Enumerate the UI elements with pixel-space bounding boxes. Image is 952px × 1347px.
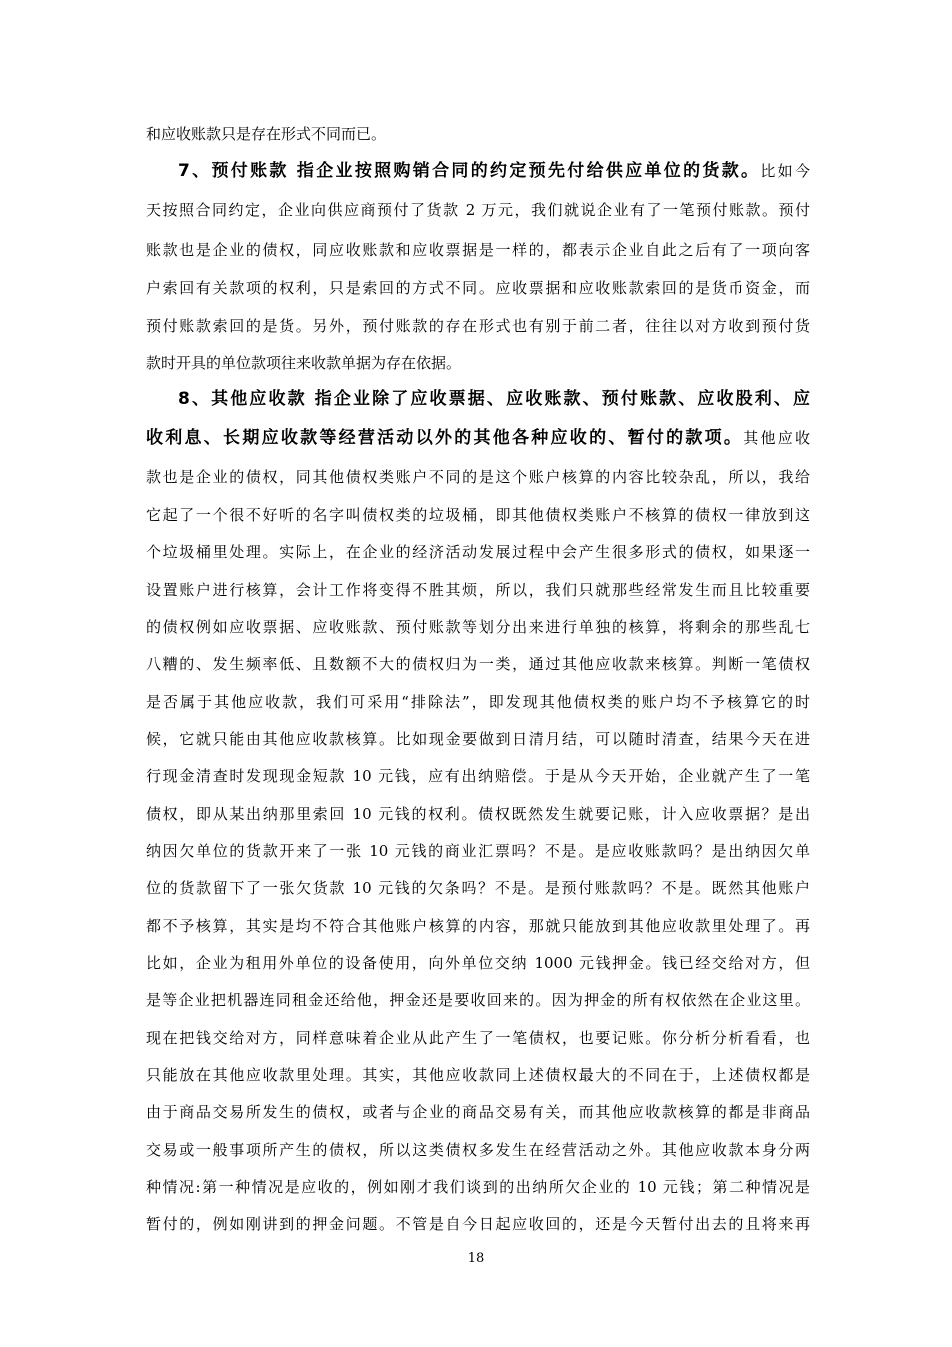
text-line: 比如，企业为租用外单位的设备使用，向外单位交纳 1000 元钱押金。钱已经交给对方，但 [146, 954, 810, 972]
text-line: 账款也是企业的债权，同应收账款和应收票据是一样的，都表示企业自此之后有了一项向客 [146, 241, 810, 259]
text-line: 设置账户进行核算，会计工作将变得不胜其烦，所以，我们只就那些经常发生而且比较重要 [146, 581, 810, 599]
text-line: 预付账款索回的是货。另外，预付账款的存在形式也有别于前二者，往往以对方收到预付货 [146, 317, 810, 335]
text-line: 天按照合同约定，企业向供应商预付了货款 2 万元，我们就说企业有了一笔预付账款。预付 [146, 201, 810, 219]
heading-line: 7、预付账款 指企业按照购销合同的约定预先付给供应单位的货款。比如今 [178, 161, 810, 181]
text-line: 由于商品交易所发生的债权，或者与企业的商品交易有关，而其他应收款核算的都是非商品 [146, 1103, 810, 1121]
text-line: 现在把钱交给对方，同样意味着企业从此产生了一笔债权，也要记账。你分析分析看看，也 [146, 1029, 810, 1047]
text-line: 款时开具的单位款项往来收款单据为存在依据。 [146, 354, 462, 372]
text-line: 都不予核算，其实是均不符合其他账户核算的内容，那就只能放到其他应收款里处理了。再 [146, 917, 810, 935]
text-line: 只能放在其他应收款里处理。其实，其他应收款同上述债权最大的不同在于，上述债权都是 [146, 1066, 810, 1084]
text-line: 债权，即从某出纳那里索回 10 元钱的权利。债权既然发生就要记账，计入应收票据？是出 [146, 805, 810, 823]
section-heading-8: 8、其他应收款 指企业除了应收票据、应收账款、预付账款、应收股利、应 [178, 389, 810, 409]
section-heading-8-cont: 收利息、长期应收款等经营活动以外的其他各种应收的、暂付的款项。 [146, 428, 744, 448]
text-line: 是否属于其他应收款，我们可采用“排除法”，即发现其他债权类的账户均不予核算它的时 [146, 693, 810, 711]
text-line: 暂付的，例如刚讲到的押金问题。不管是自今日起应收回的，还是今天暂付出去的且将来再 [146, 1215, 810, 1233]
text-line: 是等企业把机器连同租金还给他，押金还是要收回来的。因为押金的所有权依然在企业这里。 [146, 991, 810, 1009]
text-line: 八糟的、发生频率低、且数额不大的债权归为一类，通过其他应收款来核算。判断一笔债权 [146, 655, 810, 673]
text-line: 款也是企业的债权，同其他债权类账户不同的是这个账户核算的内容比较杂乱，所以，我给 [146, 468, 810, 486]
text-line: 户索回有关款项的权利，只是索回的方式不同。应收票据和应收账款索回的是货币资金，而 [146, 279, 810, 297]
section-heading-7: 7、预付账款 指企业按照购销合同的约定预先付给供应单位的货款。 [178, 161, 761, 181]
text-line: 位的货款留下了一张欠货款 10 元钱的欠条吗？不是。是预付账款吗？不是。既然其他账户 [146, 879, 810, 897]
text-line: 纳因欠单位的货款开来了一张 10 元钱的商业汇票吗？不是。是应收账款吗？是出纳因欠单 [146, 842, 810, 860]
page-number: 18 [467, 1251, 485, 1266]
heading-line [178, 389, 810, 409]
text-line: 的债权例如应收票据、应收账款、预付账款等划分出来进行单独的核算，将剩余的那些乱七 [146, 618, 810, 636]
text-line: 种情况:第一种情况是应收的，例如刚才我们谈到的出纳所欠企业的 10 元钱；第二种情况是 [146, 1178, 810, 1196]
text-line: 行现金清查时发现现金短款 10 元钱，应有出纳赔偿。于是从今天开始，企业就产生了一笔 [146, 767, 810, 785]
heading-line: 收利息、长期应收款等经营活动以外的其他各种应收的、暂付的款项。其他应收 [146, 428, 810, 448]
text-line: 和应收账款只是存在形式不同而已。 [146, 125, 387, 143]
text-line: 交易或一般事项所产生的债权，所以这类债权多发生在经营活动之外。其他应收款本身分两 [146, 1141, 810, 1159]
text-line: 它起了一个很不好听的名字叫债权类的垃圾桶，即其他债权类账户不核算的债权一律放到这 [146, 506, 810, 524]
text-line: 候，它就只能由其他应收款核算。比如现金要做到日清月结，可以随时清查，结果今天在进 [146, 730, 810, 748]
text-line: 个垃圾桶里处理。实际上，在企业的经济活动发展过程中会产生很多形式的债权，如果逐一 [146, 543, 810, 561]
